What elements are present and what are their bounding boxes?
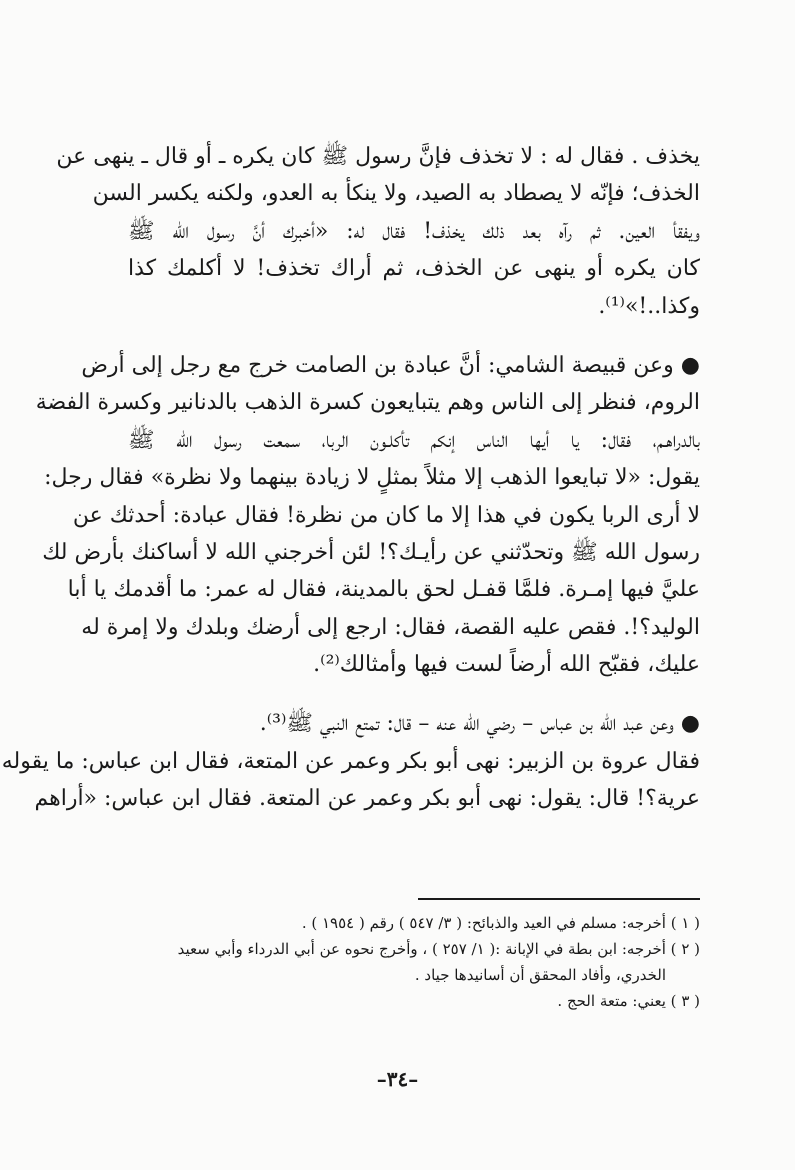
text-line: ويفقأ العين. ثم رآه بعد ذلك يخذف! فقال له: «أخبرك أنَّ رسول الله ﷺ xyxy=(128,218,700,244)
paragraph-1 xyxy=(56,138,700,325)
text-line: وكذا..!»⁽¹⁾. xyxy=(598,293,700,319)
footnote-1: ( ١ ) أخرجه: مسلم في العيد والذبائح: ( ٣/ ٥٤٧ ) رقم ( ١٩٥٤ ) . xyxy=(301,914,700,932)
footnote-3: ( ٣ ) يعني: متعة الحج . xyxy=(557,992,700,1010)
footnote-separator xyxy=(418,898,700,900)
text-line: الخذف؛ فإنّه لا يصطاد به الصيد، ولا ينكأ به العدو، ولكنه يكسر السن xyxy=(92,181,700,207)
paragraph-3 xyxy=(1,705,700,817)
footnote-2: ( ٢ ) أخرجه: ابن بطة في الإبانة :( ١/ ٢٥٧ ) ، وأخرج نحوه عن أبي الدرداء وأبي سعيد xyxy=(177,940,700,958)
text-line: ● وعن قبيصة الشامي: أنَّ عبادة بن الصامت خرج مع رجل إلى أرض xyxy=(81,352,700,378)
paragraph-2 xyxy=(35,347,700,684)
page-number: –٣٤– xyxy=(376,1067,419,1091)
text-line: بالدراهـم، فقال: يا أيها الناس إنكم تأكلـون الربا، سمعت رسول الله ﷺ xyxy=(128,427,700,453)
text-line: يخذف . فقال له : لا تخذف فإنَّ رسول ﷺ كان يكره ـ أو قال ـ ينهى عن xyxy=(56,144,700,169)
text-line: الروم، فنظر إلى الناس وهم يتبايعون كسرة الذهب بالدنانير وكسرة الفضة xyxy=(35,390,700,416)
text-line: ● وعن عبد الله بن عباس – رضي الله عنه – قال: تمتع النبي ﷺ⁽³⁾. xyxy=(259,711,700,737)
text-line: عرية؟! قال: يقول: نهى أبو بكر وعمر عن المتعة. فقال ابن عباس: «أراهم xyxy=(34,786,700,812)
main-text xyxy=(1,138,700,818)
footnote-2-continuation: الخدري، وأفاد المحقق أن أسانيدها جياد . xyxy=(414,966,666,984)
text-line: فقال عروة بن الزبير: نهى أبو بكر وعمر عن المتعة، فقال ابن عباس: ما يقوله xyxy=(1,748,700,774)
text-line: عليك، فقبّح الله أرضاً لست فيها وأمثالك⁽²⁾. xyxy=(313,652,700,678)
text-line: رسول الله ﷺ وتحدّثني عن رأيـك؟! لئن أخرجني الله لا أساكنك بأرض لك xyxy=(42,539,700,565)
text-line: لا أرى الربا يكون في هذا إلا ما كان من نظرة! فقال عبادة: أحدثك عن xyxy=(72,502,700,528)
text-line: يقول: «لا تبايعوا الذهب إلا مثلاً بمثلٍ لا زيادة بينهما ولا نظرة» فقال رجل: xyxy=(44,465,700,491)
footnotes xyxy=(128,910,700,1014)
text-line: الوليد؟!. فقص عليه القصة، فقال: ارجع إلى أرضك وبلدك ولا إمرة له xyxy=(81,614,700,640)
text-line: عليَّ فيها إمـرة. فلمَّا قفـل لحق بالمدينة، فقال له عمر: ما أقدمك يا أبا xyxy=(67,577,700,603)
text-line: كان يكره أو ينهى عن الخذف، ثم أراك تخذف! لا أكلمك كذا xyxy=(128,256,700,282)
